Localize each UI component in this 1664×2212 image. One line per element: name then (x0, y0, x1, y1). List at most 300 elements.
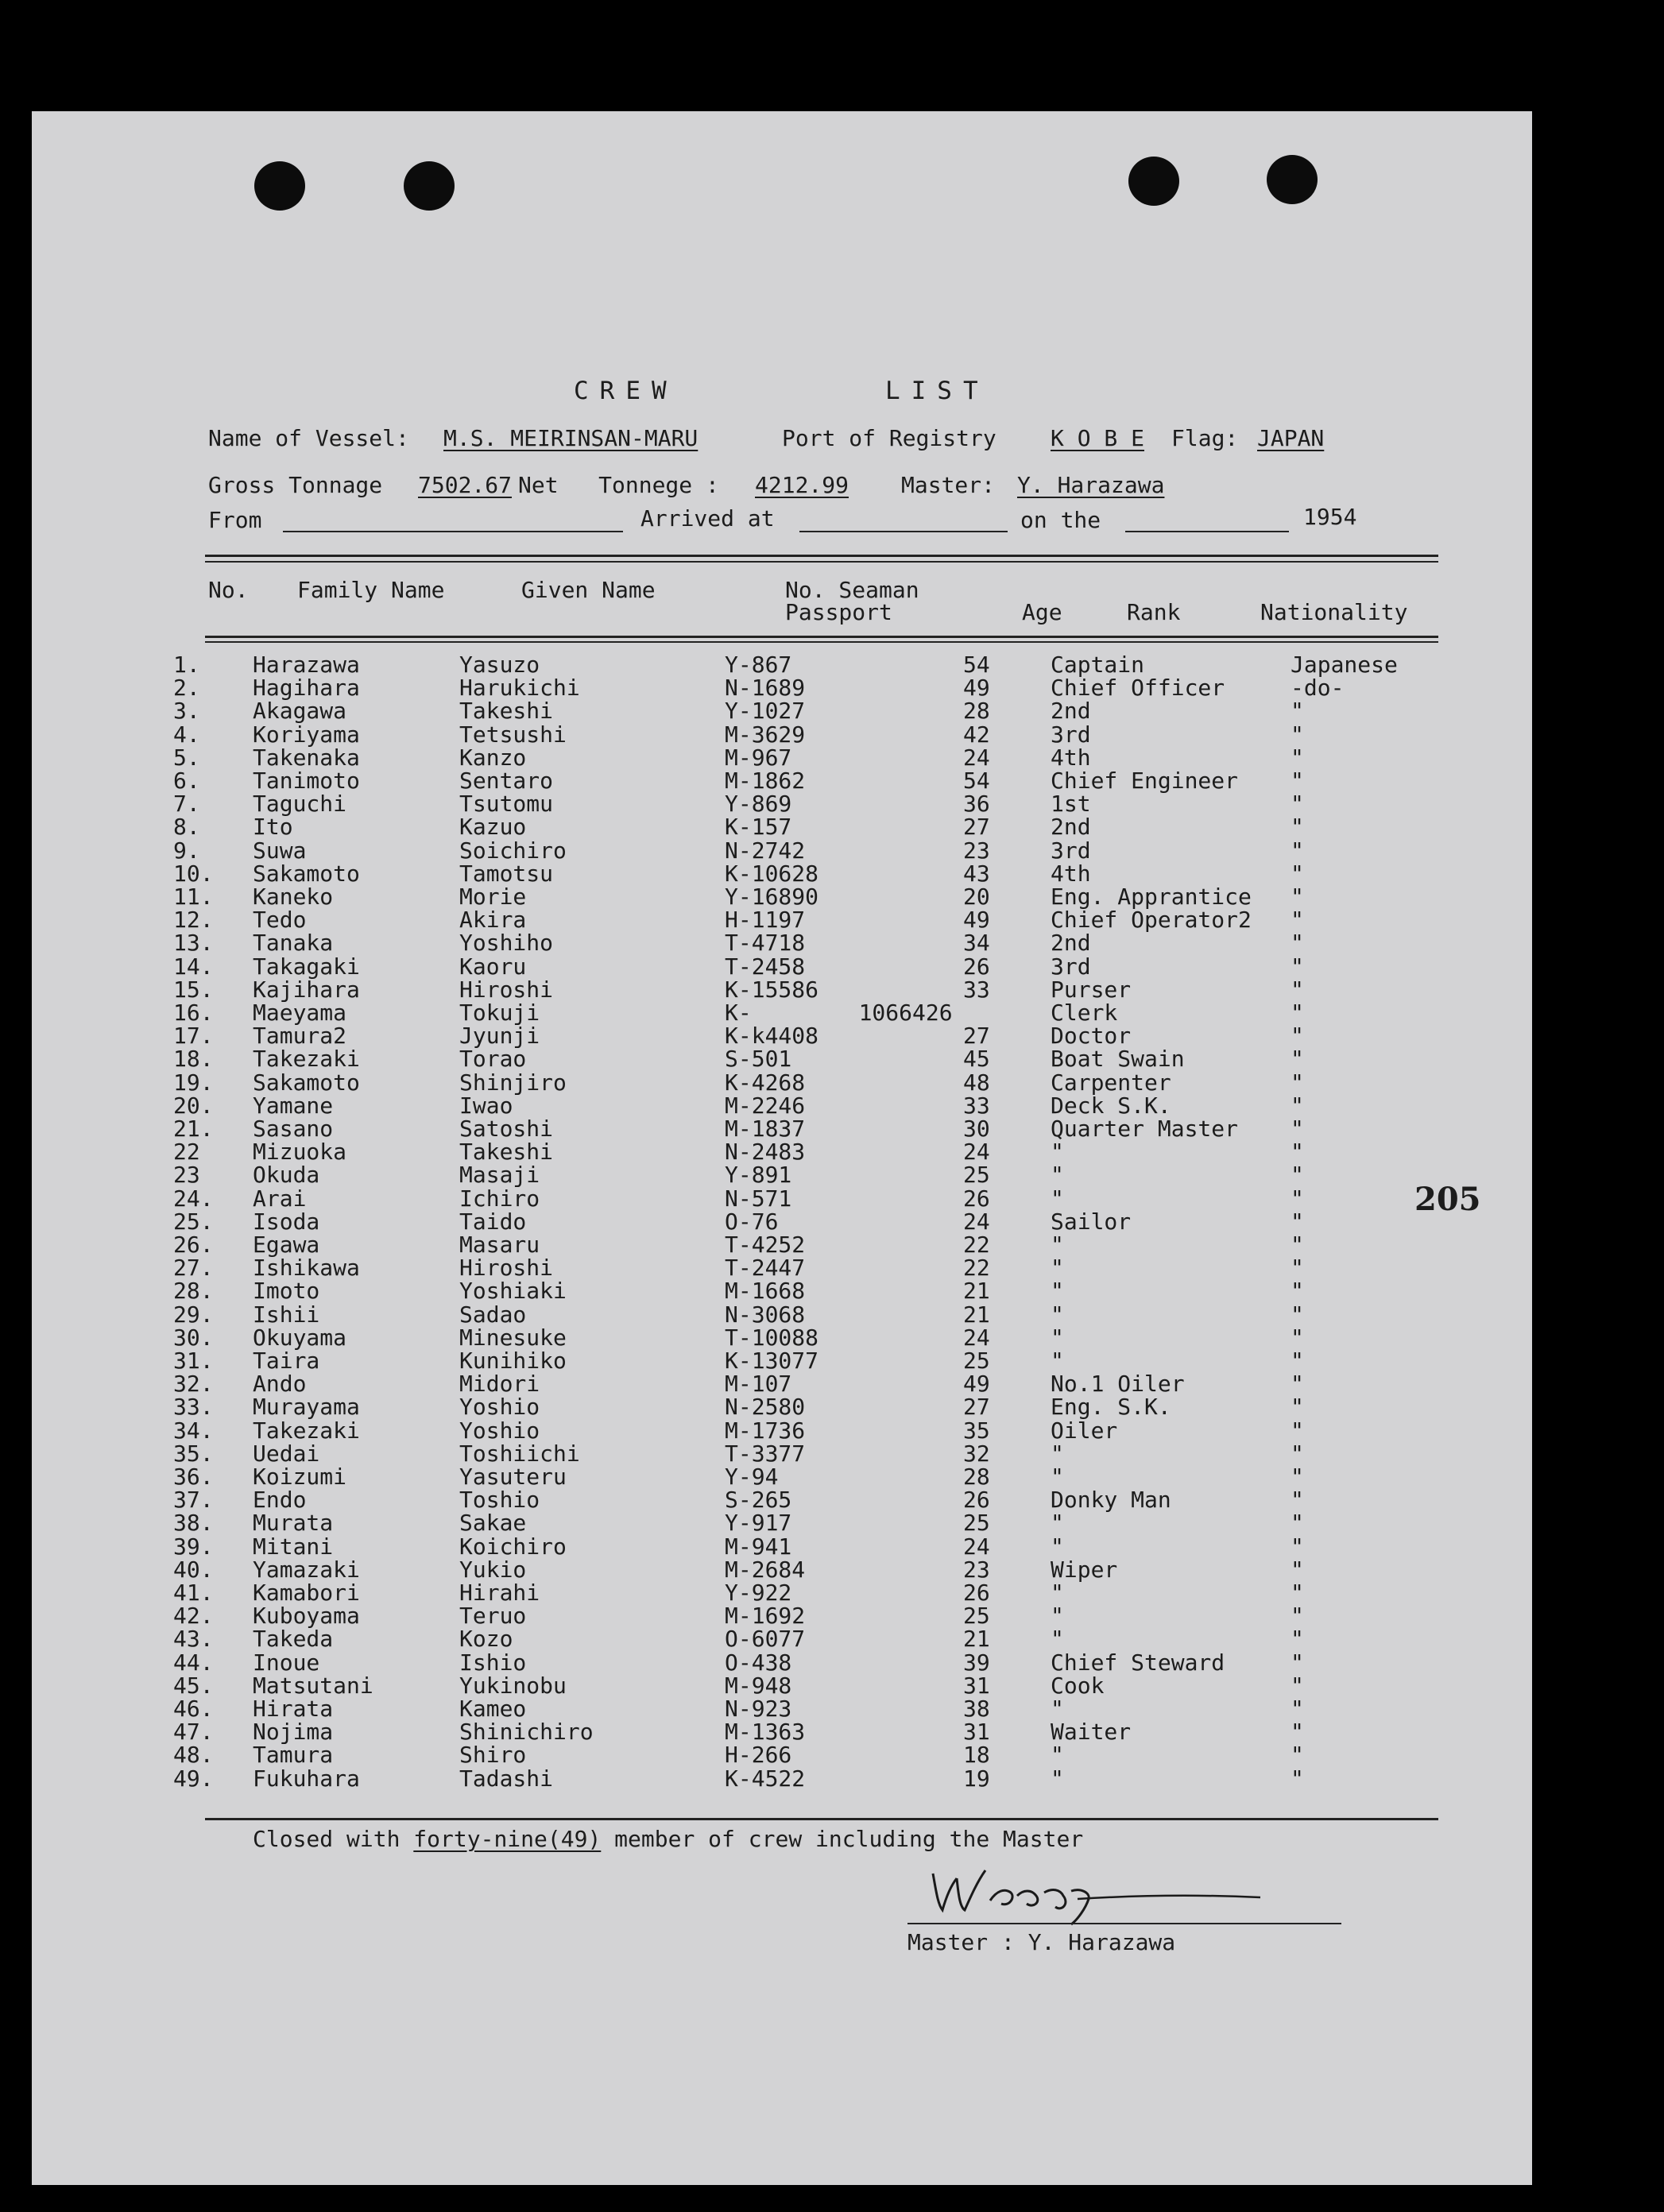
cell-family: Hagihara (253, 675, 360, 701)
cell-age: 49 (963, 675, 990, 701)
table-row (0, 1627, 1500, 1650)
cell-family: Endo (253, 1487, 307, 1513)
table-row (0, 676, 1500, 699)
table-row (0, 1117, 1500, 1140)
cell-rank: " (1051, 1185, 1064, 1212)
table-row (0, 931, 1500, 954)
signature-line (907, 1923, 1341, 1924)
cell-passport: K-4268 (725, 1069, 806, 1096)
cell-nat: " (1291, 1371, 1304, 1397)
crew-count: forty-nine(49) (413, 1826, 602, 1852)
cell-passport: N-3068 (725, 1301, 806, 1328)
table-row (0, 1488, 1500, 1511)
master-label: Master: (901, 472, 996, 498)
cell-given: Ichiro (459, 1185, 540, 1212)
cell-rank: " (1051, 1464, 1064, 1490)
cell-age: 54 (963, 768, 990, 794)
cell-passport: K-157 (725, 814, 792, 840)
cell-nat: " (1291, 953, 1304, 980)
cell-rank: " (1051, 1626, 1064, 1652)
arrived-label: Arrived at (640, 505, 775, 532)
cell-passport: O-438 (725, 1649, 792, 1676)
cell-rank: " (1051, 1301, 1064, 1328)
cell-family: Sakamoto (253, 860, 360, 887)
cell-rank: Oiler (1051, 1417, 1118, 1444)
table-row (0, 1233, 1500, 1256)
cell-no: 3. (173, 698, 200, 724)
cell-passport: M-1837 (725, 1116, 806, 1142)
cell-passport: N-2580 (725, 1394, 806, 1420)
cell-passport: M-1668 (725, 1278, 806, 1304)
cell-family: Mizuoka (253, 1139, 347, 1165)
table-row (0, 1140, 1500, 1163)
cell-family: Egawa (253, 1232, 320, 1258)
cell-nat: " (1291, 1673, 1304, 1699)
cell-passport: T-10088 (725, 1324, 819, 1351)
table-row (0, 1558, 1500, 1581)
table-row (0, 908, 1500, 931)
cell-no: 38. (173, 1510, 214, 1536)
cell-nat: " (1291, 1278, 1304, 1304)
cell-rank: No.1 Oiler (1051, 1371, 1185, 1397)
cell-family: Tamura (253, 1742, 334, 1768)
cell-no: 21. (173, 1116, 214, 1142)
cell-age: 23 (963, 837, 990, 864)
cell-family: Ishii (253, 1301, 320, 1328)
cell-passport: Y-917 (725, 1510, 792, 1536)
cell-rank: " (1051, 1348, 1064, 1374)
cell-passport: M-1862 (725, 768, 806, 794)
cell-age: 35 (963, 1417, 990, 1444)
cell-rank: Waiter (1051, 1719, 1132, 1745)
cell-given: Taido (459, 1208, 527, 1235)
cell-no: 41. (173, 1580, 214, 1606)
cell-no: 46. (173, 1696, 214, 1722)
cell-nat: " (1291, 1649, 1304, 1676)
cell-rank: Cook (1051, 1673, 1105, 1699)
cell-given: Masaru (459, 1232, 540, 1258)
table-row (0, 699, 1500, 722)
cell-age: 24 (963, 1533, 990, 1560)
cell-given: Hirahi (459, 1580, 540, 1606)
cell-rank: Carpenter (1051, 1069, 1171, 1096)
cell-no: 15. (173, 976, 214, 1003)
cell-passport: M-3629 (725, 721, 806, 748)
cell-no: 42. (173, 1603, 214, 1629)
table-row (0, 1279, 1500, 1302)
cell-family: Tanaka (253, 930, 334, 956)
cell-nat: " (1291, 1626, 1304, 1652)
cell-no: 28. (173, 1278, 214, 1304)
table-row (0, 885, 1500, 908)
table-row (0, 792, 1500, 815)
table-bottom-rule (205, 1818, 1438, 1820)
cell-no: 16. (173, 1000, 214, 1026)
cell-family: Isoda (253, 1208, 320, 1235)
table-row (0, 653, 1500, 676)
cell-no: 24. (173, 1185, 214, 1212)
cell-nat: " (1291, 768, 1304, 794)
header-family-name: Family Name (297, 577, 445, 603)
cell-age: 31 (963, 1673, 990, 1699)
cell-no: 17. (173, 1023, 214, 1049)
cell-no: 44. (173, 1649, 214, 1676)
cell-nat: " (1291, 1324, 1304, 1351)
cell-passport: Y-1027 (725, 698, 806, 724)
table-row (0, 1210, 1500, 1233)
cell-rank: " (1051, 1278, 1064, 1304)
cell-given: Yoshiaki (459, 1278, 567, 1304)
cell-passport: N-2742 (725, 837, 806, 864)
cell-nat: " (1291, 1301, 1304, 1328)
table-row (0, 1047, 1500, 1070)
cell-given: Koichiro (459, 1533, 567, 1560)
cell-passport: O-6077 (725, 1626, 806, 1652)
cell-family: Kajihara (253, 976, 360, 1003)
flag-label: Flag: (1171, 425, 1239, 451)
cell-given: Torao (459, 1046, 527, 1072)
cell-given: Ishio (459, 1649, 527, 1676)
cell-age: 31 (963, 1719, 990, 1745)
cell-nat: " (1291, 1533, 1304, 1560)
cell-family: Ando (253, 1371, 307, 1397)
cell-family: Tamura2 (253, 1023, 347, 1049)
port-label: Port of Registry (782, 425, 996, 451)
cell-rank: Wiper (1051, 1557, 1118, 1583)
cell-family: Koriyama (253, 721, 360, 748)
cell-no: 39. (173, 1533, 214, 1560)
cell-given: Akira (459, 907, 527, 933)
cell-nat: " (1291, 1255, 1304, 1281)
cell-age: 19 (963, 1765, 990, 1792)
cell-rank: " (1051, 1441, 1064, 1467)
cell-family: Takenaka (253, 744, 360, 771)
table-row (0, 1024, 1500, 1047)
cell-no: 4. (173, 721, 200, 748)
cell-given: Toshiichi (459, 1441, 580, 1467)
cell-family: Akagawa (253, 698, 347, 724)
cell-rank: Chief Officer (1051, 675, 1225, 701)
cell-passport: T-2458 (725, 953, 806, 980)
cell-age: 20 (963, 884, 990, 910)
table-row (0, 1535, 1500, 1558)
cell-age: 48 (963, 1069, 990, 1096)
gross-tonnage: 7502.67 (418, 472, 513, 498)
cell-given: Tamotsu (459, 860, 554, 887)
cell-given: Hiroshi (459, 976, 554, 1003)
cell-rank: Chief Operator2 (1051, 907, 1252, 933)
cell-no: 14. (173, 953, 214, 980)
cell-given: Morie (459, 884, 527, 910)
cell-passport: Y-922 (725, 1580, 792, 1606)
cell-no: 12. (173, 907, 214, 933)
table-row (0, 1163, 1500, 1186)
cell-passport: K-10628 (725, 860, 819, 887)
master-name: Y. Harazawa (1017, 472, 1165, 498)
cell-no: 27. (173, 1255, 214, 1281)
cell-passport: K-k4408 (725, 1023, 819, 1049)
cell-family: Takezaki (253, 1417, 360, 1444)
cell-no: 6. (173, 768, 200, 794)
cell-rank: Sailor (1051, 1208, 1132, 1235)
cell-given: Sadao (459, 1301, 527, 1328)
punch-hole (1128, 157, 1179, 206)
cell-age: 36 (963, 791, 990, 817)
cell-given: Yoshiho (459, 930, 554, 956)
cell-nat: Japanese (1291, 652, 1398, 678)
cell-nat: " (1291, 837, 1304, 864)
cell-age: 24 (963, 744, 990, 771)
cell-family: Takagaki (253, 953, 360, 980)
cell-nat: " (1291, 907, 1304, 933)
cell-no: 23 (173, 1162, 200, 1188)
header-rule (205, 636, 1438, 638)
cell-rank: " (1051, 1696, 1064, 1722)
cell-age: 18 (963, 1742, 990, 1768)
cell-nat: " (1291, 1046, 1304, 1072)
cell-passport: H-1197 (725, 907, 806, 933)
cell-age: 45 (963, 1046, 990, 1072)
cell-age: 23 (963, 1557, 990, 1583)
table-row (0, 1419, 1500, 1442)
cell-rank: " (1051, 1742, 1064, 1768)
cell-given: Toshio (459, 1487, 540, 1513)
table-row (0, 723, 1500, 746)
table-row (0, 1326, 1500, 1349)
cell-age: 30 (963, 1116, 990, 1142)
cell-no: 9. (173, 837, 200, 864)
cell-passport: O-76 (725, 1208, 779, 1235)
cell-no: 1. (173, 652, 200, 678)
cell-no: 32. (173, 1371, 214, 1397)
cell-age: 26 (963, 953, 990, 980)
cell-nat: " (1291, 1092, 1304, 1119)
cell-passport: T-2447 (725, 1255, 806, 1281)
cell-rank: Chief Steward (1051, 1649, 1225, 1676)
cell-age: 28 (963, 1464, 990, 1490)
cell-age: 24 (963, 1208, 990, 1235)
cell-rank: " (1051, 1139, 1064, 1165)
closing-prefix: Closed with (253, 1826, 414, 1852)
cell-rank: 4th (1051, 860, 1091, 887)
cell-age: 25 (963, 1510, 990, 1536)
net-tonnage-label: Net Tonnege : (518, 472, 719, 498)
cell-nat: " (1291, 1208, 1304, 1235)
cell-nat: " (1291, 1719, 1304, 1745)
cell-family: Arai (253, 1185, 307, 1212)
cell-family: Ito (253, 814, 293, 840)
cell-rank: " (1051, 1533, 1064, 1560)
cell-passport: N-2483 (725, 1139, 806, 1165)
cell-nat: " (1291, 698, 1304, 724)
cell-given: Yasuzo (459, 652, 540, 678)
cell-family: Okuda (253, 1162, 320, 1188)
cell-age: 34 (963, 930, 990, 956)
cell-given: Kazuo (459, 814, 527, 840)
cell-family: Hirata (253, 1696, 334, 1722)
cell-passport: N-571 (725, 1185, 792, 1212)
cell-nat: " (1291, 1139, 1304, 1165)
date-label: on the (1020, 507, 1101, 533)
cell-nat: " (1291, 1510, 1304, 1536)
cell-no: 25. (173, 1208, 214, 1235)
punch-hole (254, 161, 305, 211)
cell-age: 25 (963, 1348, 990, 1374)
cell-family: Ishikawa (253, 1255, 360, 1281)
cell-family: Imoto (253, 1278, 320, 1304)
cell-rank: 3rd (1051, 953, 1091, 980)
cell-given: Iwao (459, 1092, 513, 1119)
cell-nat: " (1291, 791, 1304, 817)
cell-given: Yukinobu (459, 1673, 567, 1699)
vessel-name-label: Name of Vessel: (208, 425, 409, 451)
cell-nat: " (1291, 1394, 1304, 1420)
cell-given: Teruo (459, 1603, 527, 1629)
cell-rank: " (1051, 1324, 1064, 1351)
cell-nat: " (1291, 1603, 1304, 1629)
table-row (0, 1303, 1500, 1326)
cell-nat: " (1291, 1023, 1304, 1049)
cell-given: Jyunji (459, 1023, 540, 1049)
cell-passport: T-4718 (725, 930, 806, 956)
flag-value: JAPAN (1257, 425, 1325, 451)
table-row (0, 1001, 1500, 1024)
cell-age: 21 (963, 1626, 990, 1652)
cell-nat: " (1291, 1580, 1304, 1606)
cell-passport: Y-891 (725, 1162, 792, 1188)
cell-rank: 1st (1051, 791, 1091, 817)
cell-age: 43 (963, 860, 990, 887)
cell-nat: " (1291, 976, 1304, 1003)
date-blank (1125, 531, 1289, 532)
cell-no: 22 (173, 1139, 200, 1165)
cell-no: 5. (173, 744, 200, 771)
table-row (0, 1697, 1500, 1720)
cell-no: 48. (173, 1742, 214, 1768)
cell-passport: Y-16890 (725, 884, 819, 910)
cell-family: Maeyama (253, 1000, 347, 1026)
header-rule (205, 641, 1438, 643)
vessel-name: M.S. MEIRINSAN-MARU (443, 425, 698, 451)
cell-rank: " (1051, 1580, 1064, 1606)
cell-given: Kameo (459, 1696, 527, 1722)
cell-nat: " (1291, 744, 1304, 771)
arrived-blank (799, 531, 1008, 532)
cell-given: Kanzo (459, 744, 527, 771)
cell-family: Fukuhara (253, 1765, 360, 1792)
table-row (0, 978, 1500, 1001)
table-row (0, 746, 1500, 769)
cell-age: 26 (963, 1185, 990, 1212)
cell-age: 42 (963, 721, 990, 748)
cell-given: Tsutomu (459, 791, 554, 817)
cell-nat: " (1291, 1742, 1304, 1768)
cell-given: Tokuji (459, 1000, 540, 1026)
cell-given: Midori (459, 1371, 540, 1397)
cell-age: 25 (963, 1162, 990, 1188)
port-of-registry: K O B E (1051, 425, 1145, 451)
cell-family: Uedai (253, 1441, 320, 1467)
cell-no: 40. (173, 1557, 214, 1583)
cell-age: 38 (963, 1696, 990, 1722)
table-row (0, 862, 1500, 885)
cell-family: Kuboyama (253, 1603, 360, 1629)
cell-passport: M-1736 (725, 1417, 806, 1444)
cell-passport: M-967 (725, 744, 792, 771)
cell-given: Harukichi (459, 675, 580, 701)
cell-passport: Y-867 (725, 652, 792, 678)
cell-nat: " (1291, 1557, 1304, 1583)
cell-passport: N-1689 (725, 675, 806, 701)
cell-passport: M-948 (725, 1673, 792, 1699)
cell-rank: 3rd (1051, 721, 1091, 748)
cell-nat: " (1291, 860, 1304, 887)
page-number: 205 (1414, 1181, 1481, 1218)
table-row (0, 955, 1500, 978)
cell-age: 33 (963, 1092, 990, 1119)
cell-family: Yamane (253, 1092, 334, 1119)
cell-passport: M-1363 (725, 1719, 806, 1745)
cell-no: 13. (173, 930, 214, 956)
cell-nat: " (1291, 930, 1304, 956)
cell-age: 21 (963, 1278, 990, 1304)
cell-age: 24 (963, 1139, 990, 1165)
cell-passport: T-3377 (725, 1441, 806, 1467)
cell-nat: " (1291, 1185, 1304, 1212)
cell-given: Satoshi (459, 1116, 554, 1142)
cell-no: 2. (173, 675, 200, 701)
cell-given: Shinichiro (459, 1719, 594, 1745)
table-row (0, 1674, 1500, 1697)
cell-rank: Chief Engineer (1051, 768, 1239, 794)
cell-nat: " (1291, 1116, 1304, 1142)
cell-given: Minesuke (459, 1324, 567, 1351)
cell-family: Sasano (253, 1116, 334, 1142)
cell-no: 43. (173, 1626, 214, 1652)
from-blank (283, 531, 623, 532)
cell-given: Masaji (459, 1162, 540, 1188)
cell-no: 10. (173, 860, 214, 887)
cell-no: 45. (173, 1673, 214, 1699)
cell-passport: S-501 (725, 1046, 792, 1072)
cell-no: 49. (173, 1765, 214, 1792)
cell-rank: " (1051, 1510, 1064, 1536)
cell-nat: " (1291, 1765, 1304, 1792)
cell-family: Matsutani (253, 1673, 373, 1699)
cell-rank: Eng. Apprantice (1051, 884, 1252, 910)
cell-family: Takeda (253, 1626, 334, 1652)
table-row (0, 1349, 1500, 1372)
cell-nat: " (1291, 1487, 1304, 1513)
cell-rank: Eng. S.K. (1051, 1394, 1171, 1420)
cell-family: Kaneko (253, 884, 334, 910)
punch-hole (404, 161, 455, 211)
cell-rank: Clerk (1051, 1000, 1118, 1026)
cell-age: 28 (963, 698, 990, 724)
cell-family: Tanimoto (253, 768, 360, 794)
cell-nat: " (1291, 1441, 1304, 1467)
table-row (0, 1187, 1500, 1210)
cell-given: Takeshi (459, 698, 554, 724)
cell-family: Kamabori (253, 1580, 360, 1606)
table-row (0, 1604, 1500, 1627)
cell-passport: M-1692 (725, 1603, 806, 1629)
cell-family: Murayama (253, 1394, 360, 1420)
table-row (0, 1720, 1500, 1743)
cell-no: 19. (173, 1069, 214, 1096)
cell-passport: S-265 (725, 1487, 792, 1513)
cell-given: Takeshi (459, 1139, 554, 1165)
